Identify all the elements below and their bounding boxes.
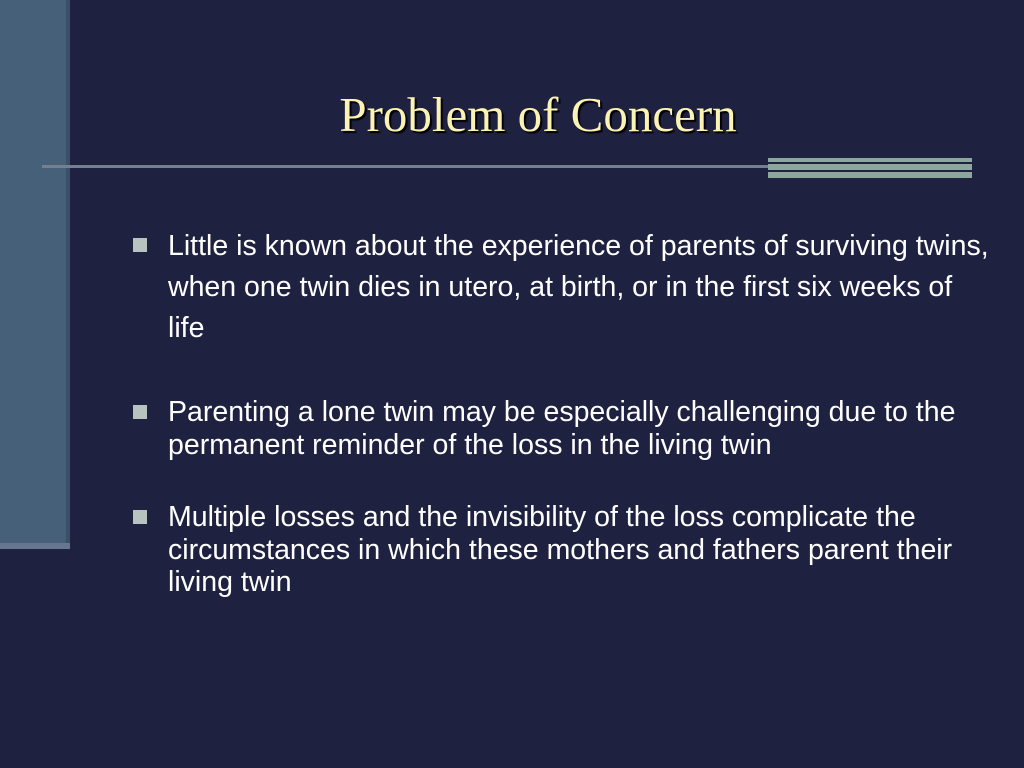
bullet-text: Multiple losses and the invisibility of the loss complicate the circumstances in which these mothers and fathers parent their living twin: [168, 501, 953, 598]
left-band-edge: [66, 0, 70, 548]
square-bullet-icon: [133, 405, 147, 419]
bullet-item: [130, 501, 990, 599]
slide-title: Problem of Concern: [339, 87, 737, 142]
bullet-item: [130, 226, 990, 349]
square-bullet-icon: [133, 238, 147, 252]
square-bullet-icon: [133, 510, 147, 524]
bullet-list: [130, 226, 990, 599]
title-accent-block: [768, 158, 972, 178]
bullet-text: Parenting a lone twin may be especially challenging due to the permanent reminder of the loss in the living twin: [168, 396, 956, 461]
bullet-item: [130, 396, 990, 461]
bullet-text: Little is known about the experience of parents of surviving twins, when one twin dies in utero, at birth, or in the first six weeks of life: [168, 230, 989, 344]
left-band-shadow: [0, 543, 70, 549]
title-divider-line: [42, 165, 770, 168]
left-decorative-band: [0, 0, 68, 546]
